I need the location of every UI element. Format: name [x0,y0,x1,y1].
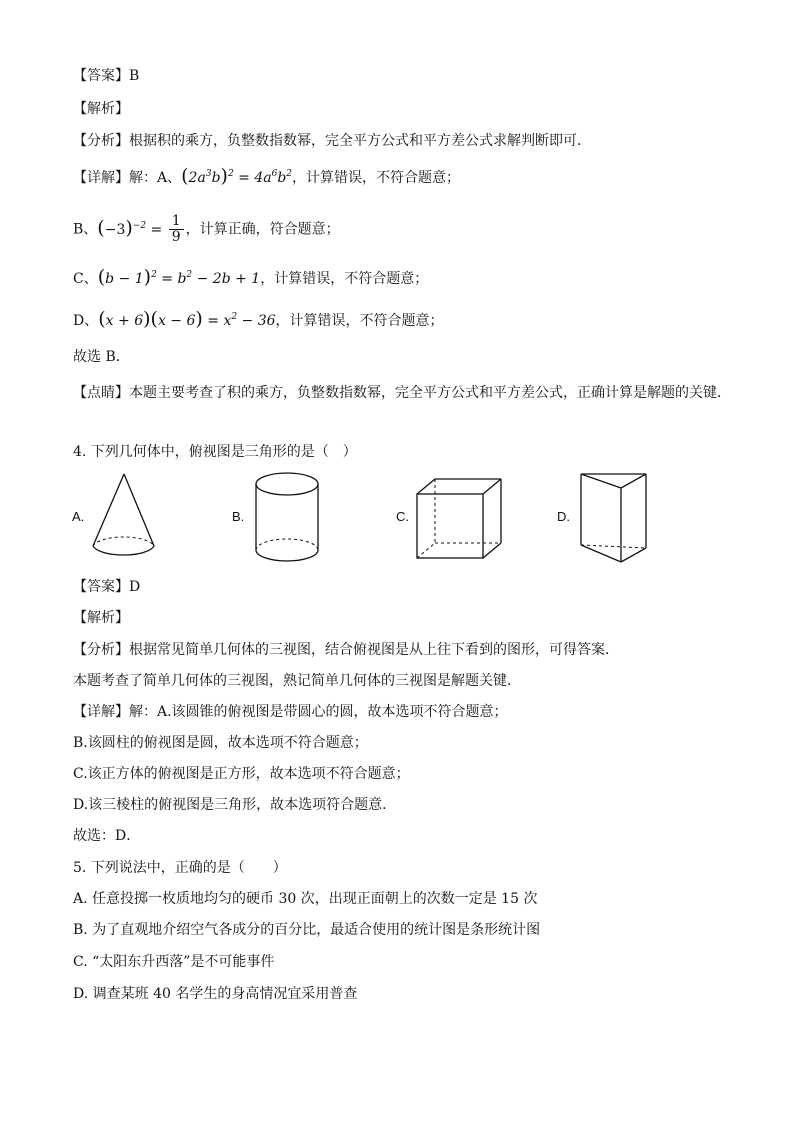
q5-option-b: B. 为了直观地介绍空气各成分的百分比，最适合使用的统计图是条形统计图 [73,922,541,938]
triangular-prism-figure [578,471,650,567]
option-d-label: D. [557,509,570,524]
q4-summary: 本题考查了简单几何体的三视图，熟记简单几何体的三视图是解题关键． [73,673,521,689]
option-c-tail: ，计算错误，不符合题意； [260,271,429,287]
fenxi-text: 根据常见简单几何体的三视图，结合俯视图是从上往下看到的图形，可得答案． [129,642,619,658]
cube-figure [414,476,504,562]
q3-option-b-line [73,214,340,245]
q3-analysis-heading [73,99,129,119]
formula-d: $(x + 6)(x - 6) = x^2 - 36$ [98,308,276,330]
option-b-label: B. [232,509,245,524]
q3-option-c-line [73,267,428,289]
answer-tag: 【答案】 [73,579,129,595]
detail-a-tail: ，计算错误，不符合题意； [292,170,461,186]
answer-value: D [129,579,141,595]
option-b-prefix: B、 [73,221,98,238]
fenxi-tag: 【分析】 [73,133,129,149]
q5-option-a: A. 任意投掷一枚质地均匀的硬币 30 次，出现正面朝上的次数一定是 15 次 [73,891,538,907]
q5-option-c: C. “太阳东升西落”是不可能事件 [73,954,275,970]
analysis-tag: 【解析】 [73,101,129,117]
detail-tag: 【详解】 [73,170,129,186]
q3-dianjing-paragraph [73,378,733,409]
fenxi-tag: 【分析】 [73,642,129,658]
cone-figure [88,472,160,564]
q3-fenxi-line [73,131,591,151]
q5-option-d: D. 调查某班 40 名学生的身高情况宜采用普查 [73,986,358,1002]
detail-tag: 【详解】 [73,704,129,720]
answer-value: B [129,68,140,84]
q5-question: 5. 下列说法中，正确的是（ ） [73,860,287,876]
option-a-label: A. [72,509,85,524]
q4-fenxi-line [73,640,619,660]
q4-detail-d: D.该三棱柱的俯视图是三角形，故本选项符合题意． [73,797,397,813]
formula-b: $(-3)^{-2}$ = $\frac{1}{9}$ [97,222,185,238]
fenxi-text: 根据积的乘方，负整数指数幂，完全平方公式和平方差公式求解判断即可． [129,133,591,149]
formula-c: $(b - 1)^2 = b^2 - 2b + 1$ [97,266,261,288]
answer-tag: 【答案】 [73,68,129,84]
q4-detail-a [73,702,508,722]
q4-detail-b: B.该圆柱的俯视图是圆，故本选项不符合题意； [73,735,368,751]
detail-intro: 解：A、 [129,170,182,186]
q4-analysis-heading [73,608,129,628]
option-b-tail: ，计算正确，符合题意； [185,221,340,238]
q4-conclusion: 故选：D． [73,828,141,844]
option-d-prefix: D、 [73,313,99,329]
dianjing-text: 本题主要考查了积的乘方，负整数指数幂，完全平方公式和平方差公式，正确计算是解题的关键． [129,385,731,401]
dianjing-tag: 【点睛】 [73,385,129,401]
q3-detail-line [73,166,460,188]
q3-conclusion: 故选 B． [73,349,130,365]
q3-answer-line [73,66,139,86]
cylinder-figure [252,470,322,566]
option-c-prefix: C、 [73,271,98,287]
q4-question: 4. 下列几何体中，俯视图是三角形的是（ ） [73,444,357,460]
analysis-tag: 【解析】 [73,610,129,626]
formula-a: $(2a^3b)^2 = 4a^6b^2$ [181,165,293,187]
q3-option-d-line [73,309,444,331]
detail-a-text: 解：A.该圆锥的俯视图是带圆心的圆，故本选项不符合题意； [129,704,508,720]
q4-answer-line [73,577,140,597]
option-c-label: C. [396,509,409,524]
option-d-tail: ，计算错误，不符合题意； [275,313,444,329]
q4-detail-c: C.该正方体的俯视图是正方形，故本选项不符合题意； [73,766,410,782]
